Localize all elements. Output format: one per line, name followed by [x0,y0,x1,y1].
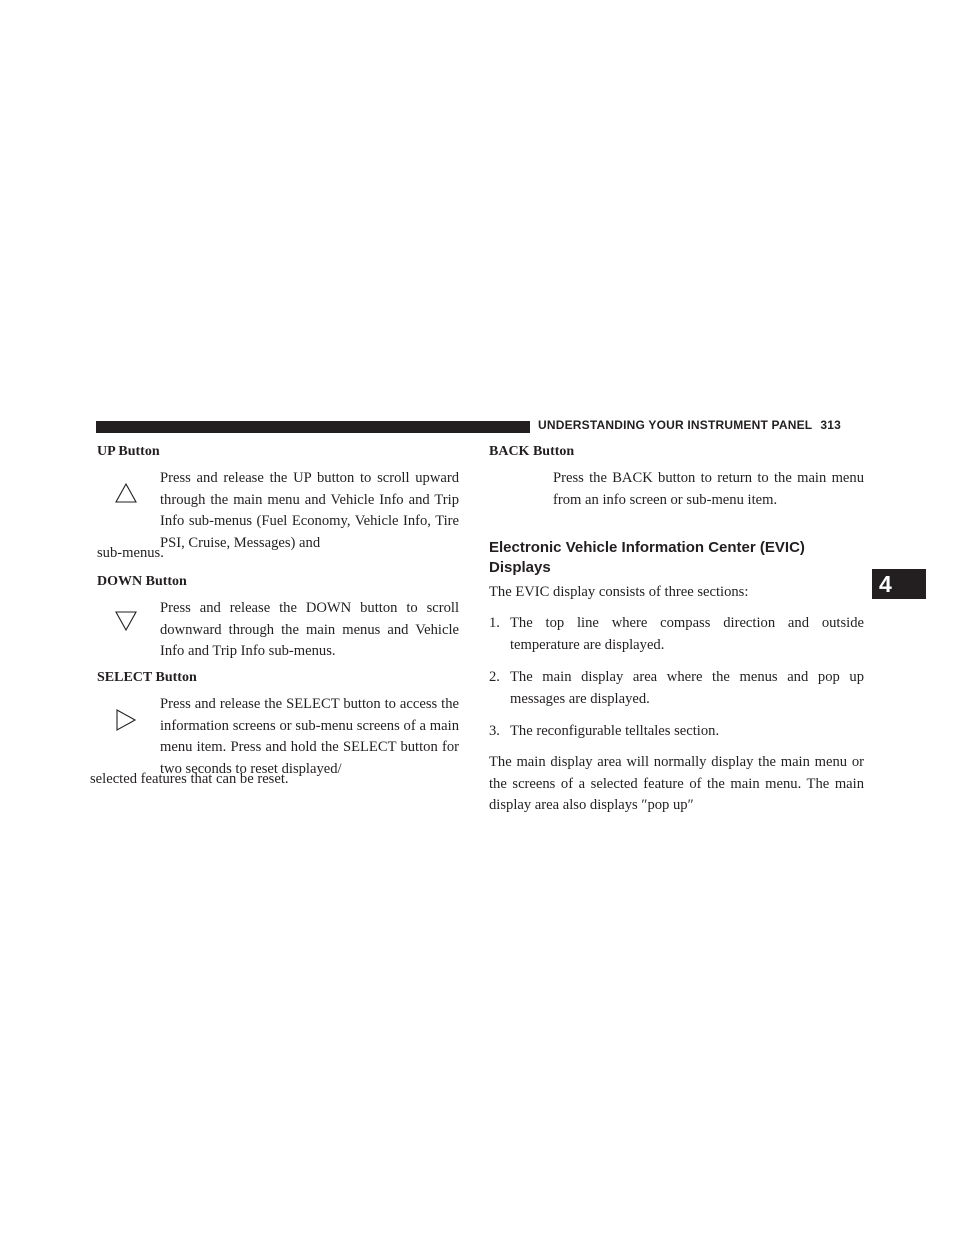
list-item-text: The top line where compass direction and outside temperature are displayed. [510,615,864,653]
down-button-heading: DOWN Button [97,574,187,589]
list-item-text: The main display area where the menus and pop up messages are displayed. [510,669,864,707]
up-button-description: Press and release the UP button to scroll upward through the main menu and Vehicle Info and Trip Info sub-menus (Fuel Economy, Vehicle Info, Tire PSI, Cruise, Messages) and [160,470,459,551]
list-item-number: 1. [489,615,500,631]
evic-displays-heading: Electronic Vehicle Information Center (EVIC) Displays [489,539,805,576]
up-button-heading: UP Button [97,444,160,459]
list-item [489,667,864,710]
evic-intro: The EVIC display consists of three sections: [489,584,749,600]
back-button-description: Press the BACK button to return to the main menu from an info screen or sub-menu item. [553,470,864,508]
list-item [489,613,864,656]
list-item [489,721,864,743]
chapter-tab: 4 [872,569,926,599]
evic-closing-paragraph: The main display area will normally display the main menu or the screens of a selected feature of the main menu. The main display area also displays ″pop up″ [489,754,864,813]
select-button-heading: SELECT Button [97,670,197,685]
down-triangle-icon [114,610,138,632]
section-title: UNDERSTANDING YOUR INSTRUMENT PANEL [538,418,813,432]
page-number: 313 [820,418,841,432]
select-button-description-tail: selected features that can be reset. [90,771,289,787]
up-button-description-tail: sub-menus. [97,545,164,561]
running-header [538,418,841,432]
select-button-description: Press and release the SELECT button to access the information screens or sub-menu screens of a main menu item. Press and hold the SELECT button for two seconds to reset displayed/ [160,696,459,777]
down-button-description: Press and release the DOWN button to scroll downward through the main menus and Vehicle Info and Trip Info sub-menus. [160,600,459,659]
header-rule [96,421,530,433]
list-item-text: The reconfigurable telltales section. [510,723,720,739]
up-triangle-icon [114,482,138,504]
list-item-number: 3. [489,723,500,739]
back-button-heading: BACK Button [489,444,575,459]
list-item-number: 2. [489,669,500,685]
